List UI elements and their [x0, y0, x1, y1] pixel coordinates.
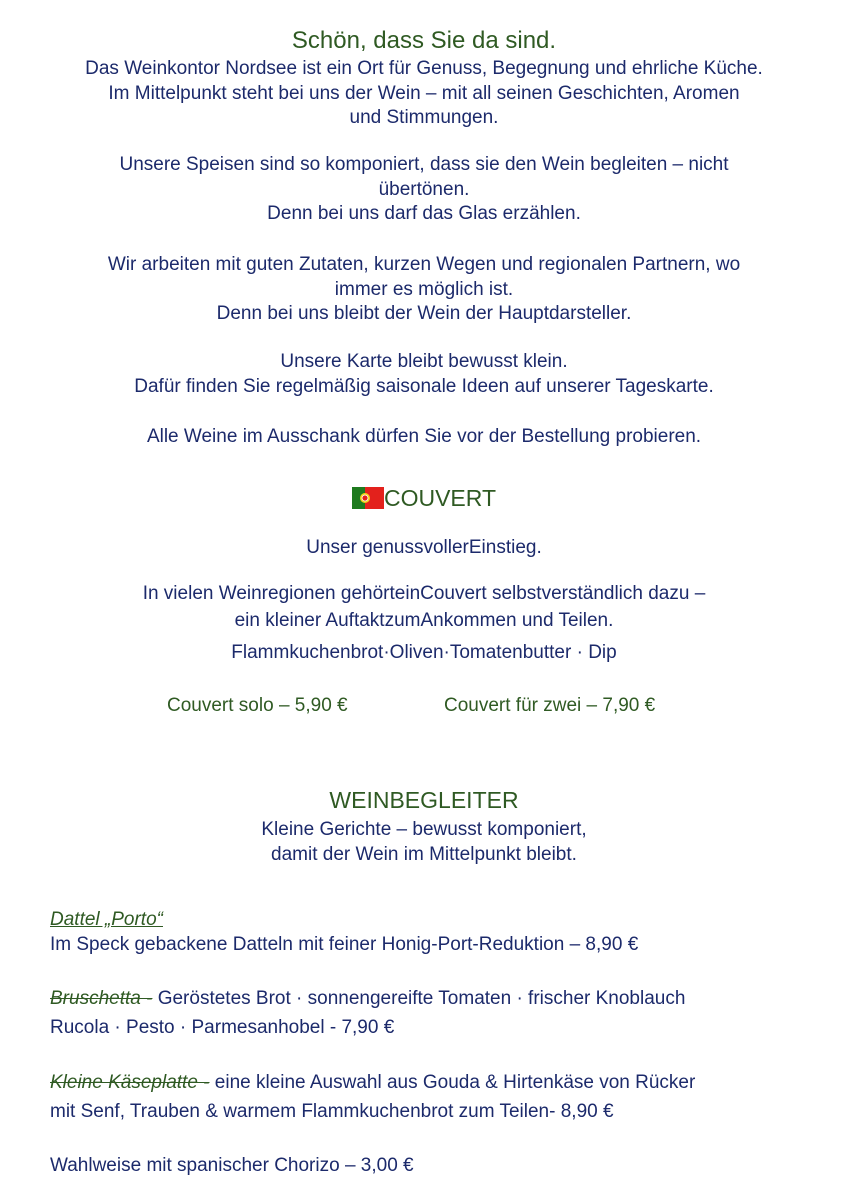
option-text: Wahlweise mit spanischer Chorizo – 3,00 € — [50, 1155, 414, 1176]
couvert-price-solo-block — [167, 694, 348, 719]
dish-name: Dattel „Porto“ — [50, 909, 163, 930]
dish-line — [50, 1071, 810, 1096]
text-line: und Stimmungen. — [349, 107, 499, 128]
text-line: Dafür finden Sie regelmäßig saisonale Ideen auf unserer Tageskarte. — [134, 375, 714, 397]
couvert-subtitle: Unser genussvollerEinstieg. — [306, 537, 542, 558]
text-line: ein kleiner AuftaktzumAnkommen und Teilen. — [234, 610, 614, 631]
dish-description: mit Senf, Trauben & warmem Flammkuchenbrot zum Teilen- 8,90 € — [50, 1100, 614, 1122]
text-line: Denn bei uns darf das Glas erzählen. — [267, 203, 581, 224]
text-line: Das Weinkontor Nordsee ist ein Ort für Genuss, Begegnung und ehrliche Küche. — [85, 58, 763, 79]
couvert-items: Flammkuchenbrot·Oliven·Tomatenbutter · Dip — [231, 642, 617, 663]
dish-description: eine kleine Auswahl aus Gouda & Hirtenkäse von Rücker — [209, 1072, 696, 1093]
text-line: Wir arbeiten mit guten Zutaten, kurzen Wegen und regionalen Partnern, wo — [107, 254, 741, 275]
text-line: Unsere Karte bleibt bewusst klein. — [280, 351, 568, 372]
couvert-items-block — [0, 641, 848, 666]
couvert-subtitle-block — [0, 536, 848, 561]
text-line: In vielen Weinregionen gehörteinCouvert selbstverständlich dazu – — [142, 583, 706, 604]
portugal-flag-icon — [352, 487, 384, 509]
couvert-description — [0, 580, 848, 634]
dish-name: Bruschetta - — [50, 988, 153, 1009]
couvert-price-two: Couvert für zwei – 7,90 € — [444, 695, 656, 716]
dish-description: Im Speck gebackene Datteln mit feiner Honig-Port-Reduktion – 8,90 € — [50, 933, 639, 955]
welcome-paragraph-4 — [0, 350, 848, 399]
text-line: übertönen. — [378, 178, 470, 200]
dish-option — [50, 1154, 810, 1179]
welcome-paragraph-1 — [0, 57, 848, 131]
couvert-price-two-block — [444, 694, 655, 719]
text-line: damit der Wein im Mittelpunkt bleibt. — [271, 843, 577, 865]
text-line: Unsere Speisen sind so komponiert, dass sie den Wein begleiten – nicht — [119, 154, 729, 175]
dish-description: Geröstetes Brot · sonnengereifte Tomaten · frischer Knoblauch — [152, 988, 686, 1009]
weinbegleiter-heading: WEINBEGLEITER — [329, 787, 519, 813]
welcome-paragraph-5 — [0, 425, 848, 450]
welcome-paragraph-2 — [0, 153, 848, 227]
dish-kaeseplatte — [50, 1071, 810, 1124]
dish-description: Rucola · Pesto · Parmesanhobel - 7,90 € — [50, 1016, 395, 1038]
welcome-paragraph-3 — [0, 253, 848, 327]
text-line: immer es möglich ist. — [334, 278, 514, 300]
text-line: Kleine Gerichte – bewusst komponiert, — [261, 819, 587, 840]
dish-bruschetta — [50, 987, 810, 1040]
couvert-price-solo: Couvert solo – 5,90 € — [167, 695, 348, 716]
welcome-title-block — [0, 26, 848, 56]
couvert-heading: COUVERT — [383, 485, 497, 511]
text-line: Alle Weine im Ausschank dürfen Sie vor der Bestellung probieren. — [146, 426, 702, 447]
couvert-heading-block — [0, 484, 848, 512]
weinbegleiter-subtitle — [0, 818, 848, 867]
dish-line — [50, 987, 810, 1012]
dish-dattel — [50, 908, 810, 957]
dish-name: Kleine Käseplatte - — [50, 1072, 210, 1093]
text-line: Denn bei uns bleibt der Wein der Hauptdarsteller. — [216, 303, 632, 324]
text-line: Im Mittelpunkt steht bei uns der Wein – mit all seinen Geschichten, Aromen — [108, 82, 740, 104]
weinbegleiter-heading-block — [0, 786, 848, 814]
welcome-title: Schön, dass Sie da sind. — [291, 27, 557, 54]
